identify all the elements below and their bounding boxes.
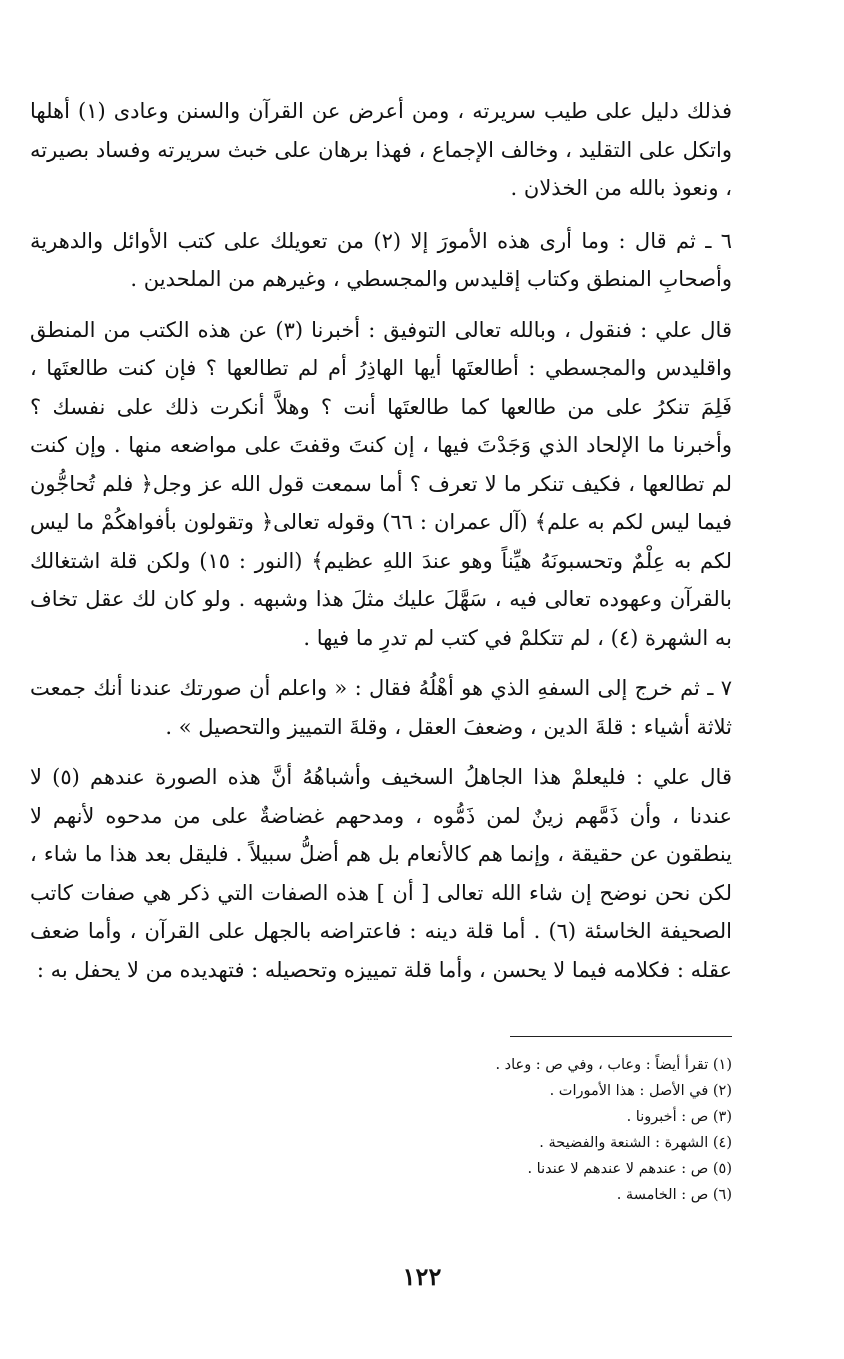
footnote-6: (٦) ص : الخامسة . [616,1187,732,1203]
page-number: ١٢٢ [402,1262,442,1291]
paragraph-1: فذلك دليل على طيب سريرته ، ومن أعرض عن القرآن والسنن وعادى (١) أهلها واتكل على التقليد ، وخالف الإجماع ، فهذا برهان على خبث سريرته وفساد بصيرته ، ونعوذ بالله من الخذلان . [30,99,732,200]
footnote-3: (٣) ص : أخبرونا . [626,1109,732,1125]
footnote-5: (٥) ص : عندهم لا عندهم لا عندنا . [527,1161,732,1177]
paragraph-5: قال علي : فليعلمْ هذا الجاهلُ السخيف وأشباهُهُ أنَّ هذه الصورة عندهم (٥) لا عندنا ، وأن ذَمَّهم زينٌ لمن ذَمُّوه ، ومدحهم غضاضةٌ على من مدحوه لأنهم لا ينطقون عن حقيقة ، وإنما هم كالأنعام بل هم أضلُّ سبيلاً . فليقل بعد هذا ما شاء ، لكن نحن نوضح إن شاء الله تعالى [ أن ] هذه الصفات التي ذكر هي صفات كاتب الصحيفة الخاسئة (٦) . أما قلة دينه : فاعتراضه بالجهل على القرآن ، وأما ضعف عقله : فكلامه فيما لا يحسن ، وأما قلة تمييزه وتحصيله : فتهديده من لا يحفل به : [30,765,733,982]
footnotes [32,1052,732,1208]
footnote-divider [510,1036,732,1037]
body-text [30,92,732,989]
paragraph-3: قال علي : فنقول ، وبالله تعالى التوفيق : أخبرنا (٣) عن هذه الكتب من المنطق واقليدس والمجسطي : أطالعتَها أيها الهاذِرُ أم لم تطالعها ؟ فإن كنت طالعتَها ، فَلِمَ تنكرُ على من طالعها كما طالعتَها أنت ؟ وهلاَّ أنكرت ذلك على نفسك ؟ وأخبرنا ما الإلحاد الذي وَجَدْتَ فيها ، إن كنتَ وقفتَ على مواضعه منها . وإن كنت لم تطالعها ، فكيف تنكر ما لا تعرف ؟ أما سمعت قول الله عز وجل﴿ فلم تُحاجُّون فيما ليس لكم به علم﴾ (آل عمران : ٦٦) وقوله تعالى﴿ وتقولون بأفواهكُمْ ما ليس لكم به عِلْمٌ وتحسبونَهُ هيِّناً وهو عندَ اللهِ عظيم﴾ (النور : ١٥) ولكن قلة اشتغالك بالقرآن وعهوده تعالى فيه ، سَهَّلَ عليك مثلَ هذا وشبهه . ولو كان لك عقل تخاف به الشهرة (٤) ، لم تتكلمْ في كتب لم تدرِ ما فيها . [30,317,732,650]
footnote-1: (١) تقرأ أيضاً : وعاب ، وفي ص : وعاد . [495,1057,732,1073]
paragraph-4: ٧ ـ ثم خرج إلى السفهِ الذي هو أهْلُهُ فقال : « واعلم أن صورتك عندنا أنك جمعت ثلاثة أشياء : قلةَ الدين ، وضعفَ العقل ، وقلةَ التمييز والتحصيل » . [30,676,732,739]
footnote-4: (٤) الشهرة : الشنعة والفضيحة . [539,1135,732,1151]
footnote-2: (٢) في الأصل : هذا الأمورات . [549,1083,732,1099]
paragraph-2: ٦ ـ ثم قال : وما أرى هذه الأمورَ إلا (٢) من تعويلك على كتب الأوائل والدهرية وأصحابِ المنطق وكتاب إقليدس والمجسطي ، وغيرهم من الملحدين . [30,228,732,291]
